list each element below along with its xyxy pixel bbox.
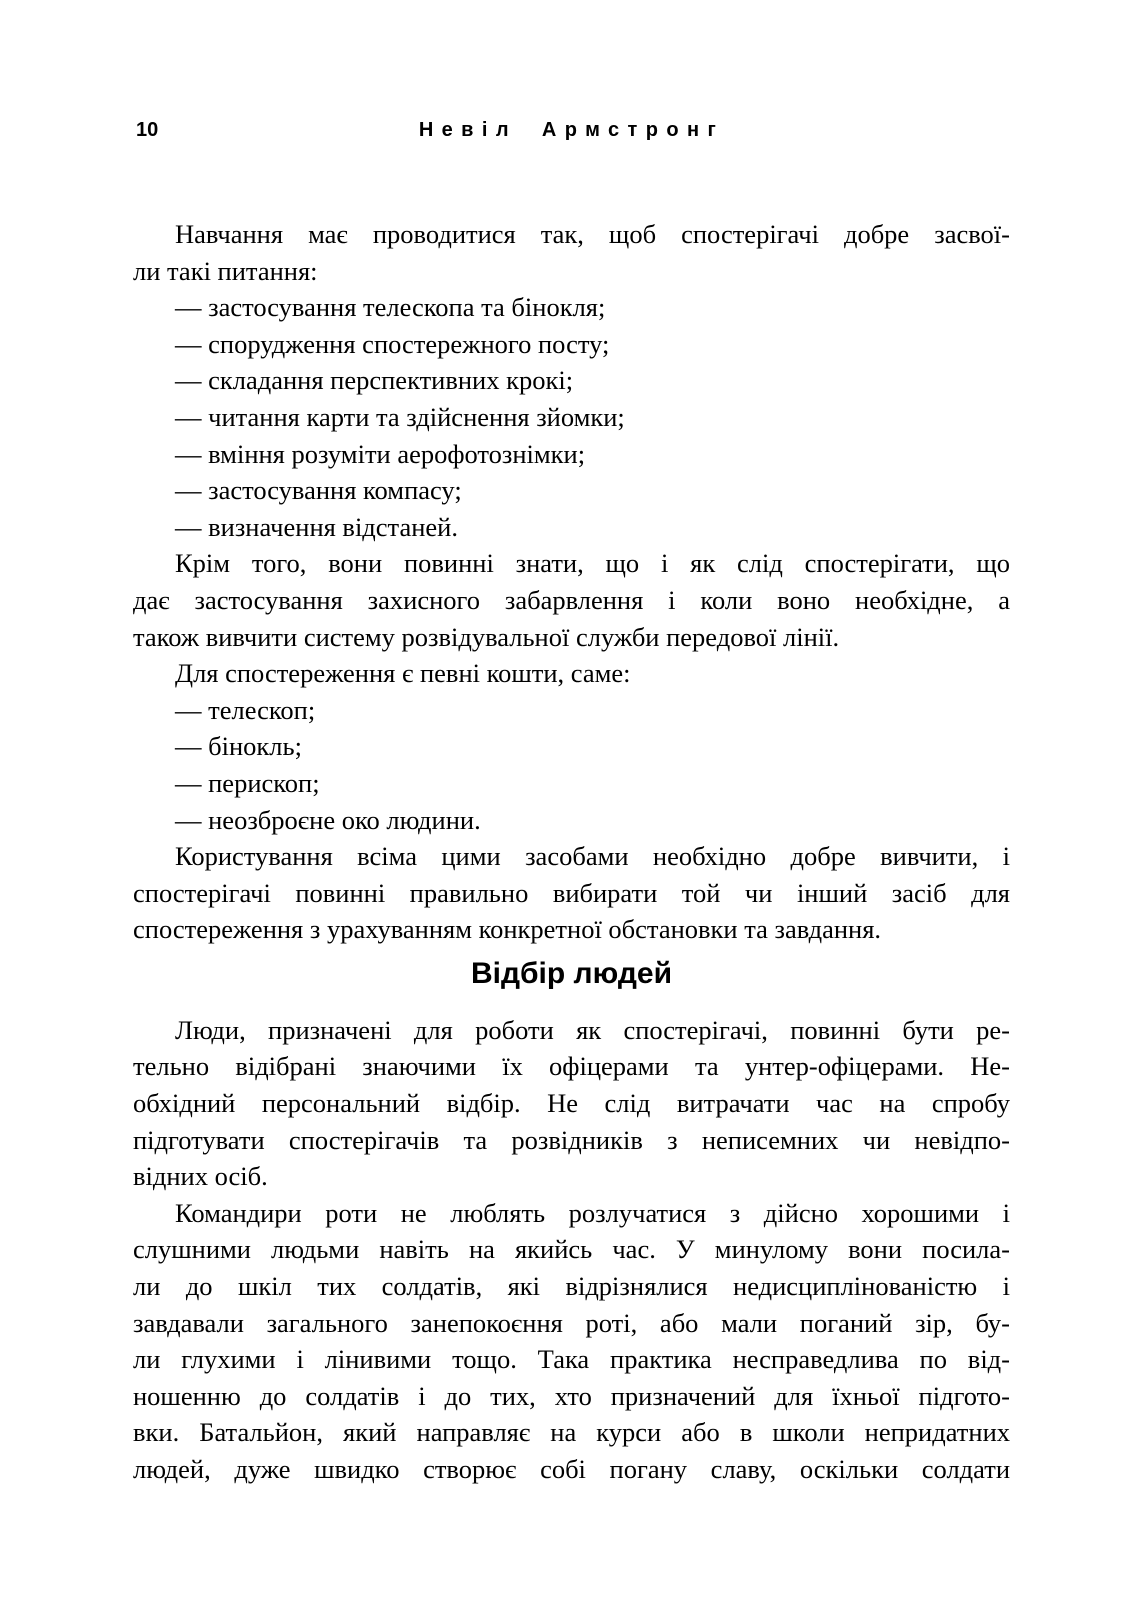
list-item-line: — застосування телескопа та бінокля; (175, 292, 606, 323)
list-item-line: — читання карти та здійснення зйомки; (175, 401, 625, 432)
text-line: тельно відібрані знаючими їх офіцерами та унтер-офіцерами. Не- (133, 1051, 1010, 1082)
text-line: ли глухими і лінивими тощо. Така практика несправедлива по від- (133, 1344, 1010, 1375)
list-item-line: — неозброєне око людини. (175, 804, 481, 835)
text-line: також вивчити систему розвідувальної служби передової лінії. (133, 621, 840, 652)
text-line: дає застосування захисного забарвлення і коли воно необхідне, а (133, 584, 1010, 615)
text-line: Користування всіма цими засобами необхідно добре вивчити, і (175, 841, 1010, 872)
text-line: підготувати спостерігачів та розвідників з неписемних чи невідпо- (133, 1124, 1010, 1155)
list-item-line: — визначення відстаней. (175, 511, 458, 542)
text-line: спостереження з урахуванням конкретної обстановки та завдання. (133, 914, 882, 945)
list-item-line: — застосування компасу; (175, 475, 462, 506)
text-line: відних осіб. (133, 1161, 268, 1192)
list-item-line: — складання перспективних крокі; (175, 365, 574, 396)
running-title: Невіл Армстронг (418, 119, 725, 141)
text-line: Крім того, вони повинні знати, що і як слід спостерігати, що (175, 548, 1010, 579)
page-header (133, 118, 1010, 142)
text-line: спостерігачі повинні правильно вибирати той чи інший засіб для (133, 877, 1010, 908)
page-number: 10 (136, 119, 159, 141)
text-line: ли до шкіл тих солдатів, які відрізнялися недисциплінованістю і (133, 1271, 1010, 1302)
page-body (133, 216, 1010, 1488)
text-line: ношенню до солдатів і до тих, хто призначений для їхньої підгото- (133, 1380, 1010, 1411)
text-line: Командири роти не люблять розлучатися з дійсно хорошими і (175, 1197, 1010, 1228)
text-line: Навчання має проводитися так, щоб спостерігачі добре засвої- (175, 219, 1010, 249)
list-item-line: — спорудження спостережного посту; (175, 328, 610, 359)
list-item-line: — вміння розуміти аерофотознімки; (175, 438, 586, 469)
text-line: ли такі питання: (133, 255, 318, 286)
list-item-line: — бінокль; (175, 731, 302, 762)
text-line: людей, дуже швидко створює собі погану славу, оскільки солдати (133, 1454, 1010, 1484)
text-line: Для спостереження є певні кошти, саме: (175, 658, 631, 689)
text-line: Люди, призначені для роботи як спостерігачі, повинні бути ре- (175, 1014, 1010, 1045)
section-heading: Відбір людей (470, 956, 673, 990)
text-line: слушними людьми навіть на якийсь час. У минулому вони посила- (133, 1234, 1010, 1265)
list-item-line: — перископ; (175, 767, 320, 798)
text-line: обхідний персональний відбір. Не слід витрачати час на спробу (133, 1088, 1010, 1119)
text-line: завдавали загального занепокоєння роті, або мали поганий зір, бу- (133, 1307, 1010, 1338)
text-line: вки. Батальйон, який направляє на курси або в школи непридатних (133, 1417, 1010, 1448)
list-item-line: — телескоп; (175, 694, 316, 725)
